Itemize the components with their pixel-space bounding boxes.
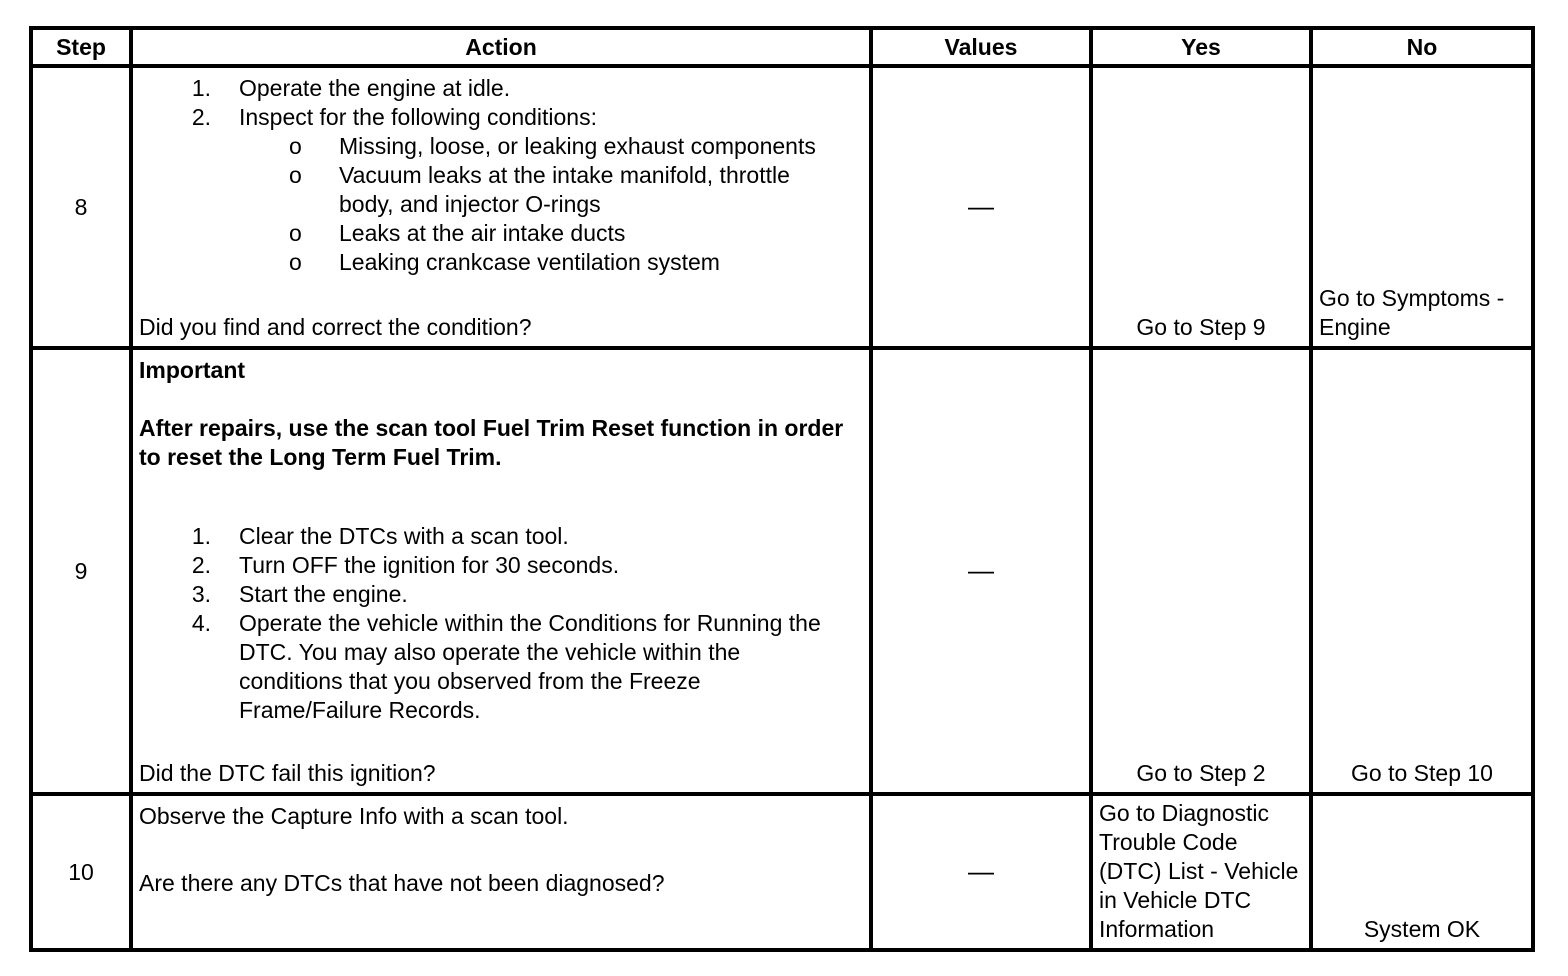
step-number: 8	[31, 66, 131, 348]
table-row-step-8	[31, 66, 1533, 348]
yes-cell	[1091, 66, 1311, 348]
yes-link[interactable]: Go to Step 9	[1136, 314, 1266, 340]
question-text: Are there any DTCs that have not been diagnosed?	[139, 870, 665, 896]
yes-cell	[1091, 794, 1311, 950]
table-row-step-10	[31, 794, 1533, 950]
sub-list-item: o Vacuum leaks at the intake manifold, throttle body, and injector O-rings	[289, 162, 790, 217]
action-cell	[131, 66, 871, 348]
yes-cell	[1091, 348, 1311, 794]
action-cell	[131, 794, 871, 950]
values-cell: —	[871, 66, 1091, 348]
header-action: Action	[131, 28, 871, 66]
list-item: 1. Operate the engine at idle.	[191, 75, 511, 101]
no-cell	[1311, 794, 1533, 950]
values-cell: —	[871, 794, 1091, 950]
action-text: Observe the Capture Info with a scan tool.	[139, 803, 569, 829]
header-step: Step	[31, 28, 131, 66]
header-yes: Yes	[1091, 28, 1311, 66]
no-link[interactable]: Go to Symptoms - Engine	[1319, 285, 1505, 340]
list-item: 2. Inspect for the following conditions:	[191, 104, 597, 130]
question-text: Did the DTC fail this ignition?	[139, 760, 436, 786]
diagnostic-table	[29, 26, 1535, 952]
no-cell	[1311, 66, 1533, 348]
yes-link[interactable]: Go to Step 2	[1136, 760, 1266, 786]
list-item: 2. Turn OFF the ignition for 30 seconds.	[191, 552, 620, 578]
action-list	[139, 74, 863, 277]
no-link[interactable]: Go to Step 10	[1351, 760, 1493, 786]
important-heading: Important	[139, 357, 246, 383]
important-note: After repairs, use the scan tool Fuel Trim Reset function in order to reset the Long Term Fuel Trim.	[139, 415, 844, 470]
action-cell	[131, 348, 871, 794]
header-row	[31, 28, 1533, 66]
header-values: Values	[871, 28, 1091, 66]
values-cell: —	[871, 348, 1091, 794]
action-list	[139, 522, 863, 725]
list-item: 3. Start the engine.	[191, 581, 408, 607]
sub-list-item: o Missing, loose, or leaking exhaust components	[289, 133, 816, 159]
header-no: No	[1311, 28, 1533, 66]
table-row-step-9	[31, 348, 1533, 794]
step-number: 9	[31, 348, 131, 794]
question-text: Did you find and correct the condition?	[139, 314, 532, 340]
yes-link[interactable]: Go to Diagnostic Trouble Code (DTC) List - Vehicle in Vehicle DTC Information	[1099, 800, 1299, 942]
sub-list-item: o Leaking crankcase ventilation system	[289, 249, 720, 275]
step-number: 10	[31, 794, 131, 950]
sub-list-item: o Leaks at the air intake ducts	[289, 220, 626, 246]
list-item: 4. Operate the vehicle within the Conditions for Running the DTC. You may also operate the vehicle within the conditions that you observed from the Freeze Frame/Failure Records.	[191, 610, 821, 723]
no-cell	[1311, 348, 1533, 794]
list-item: 1. Clear the DTCs with a scan tool.	[191, 523, 569, 549]
no-link[interactable]: System OK	[1363, 916, 1481, 942]
